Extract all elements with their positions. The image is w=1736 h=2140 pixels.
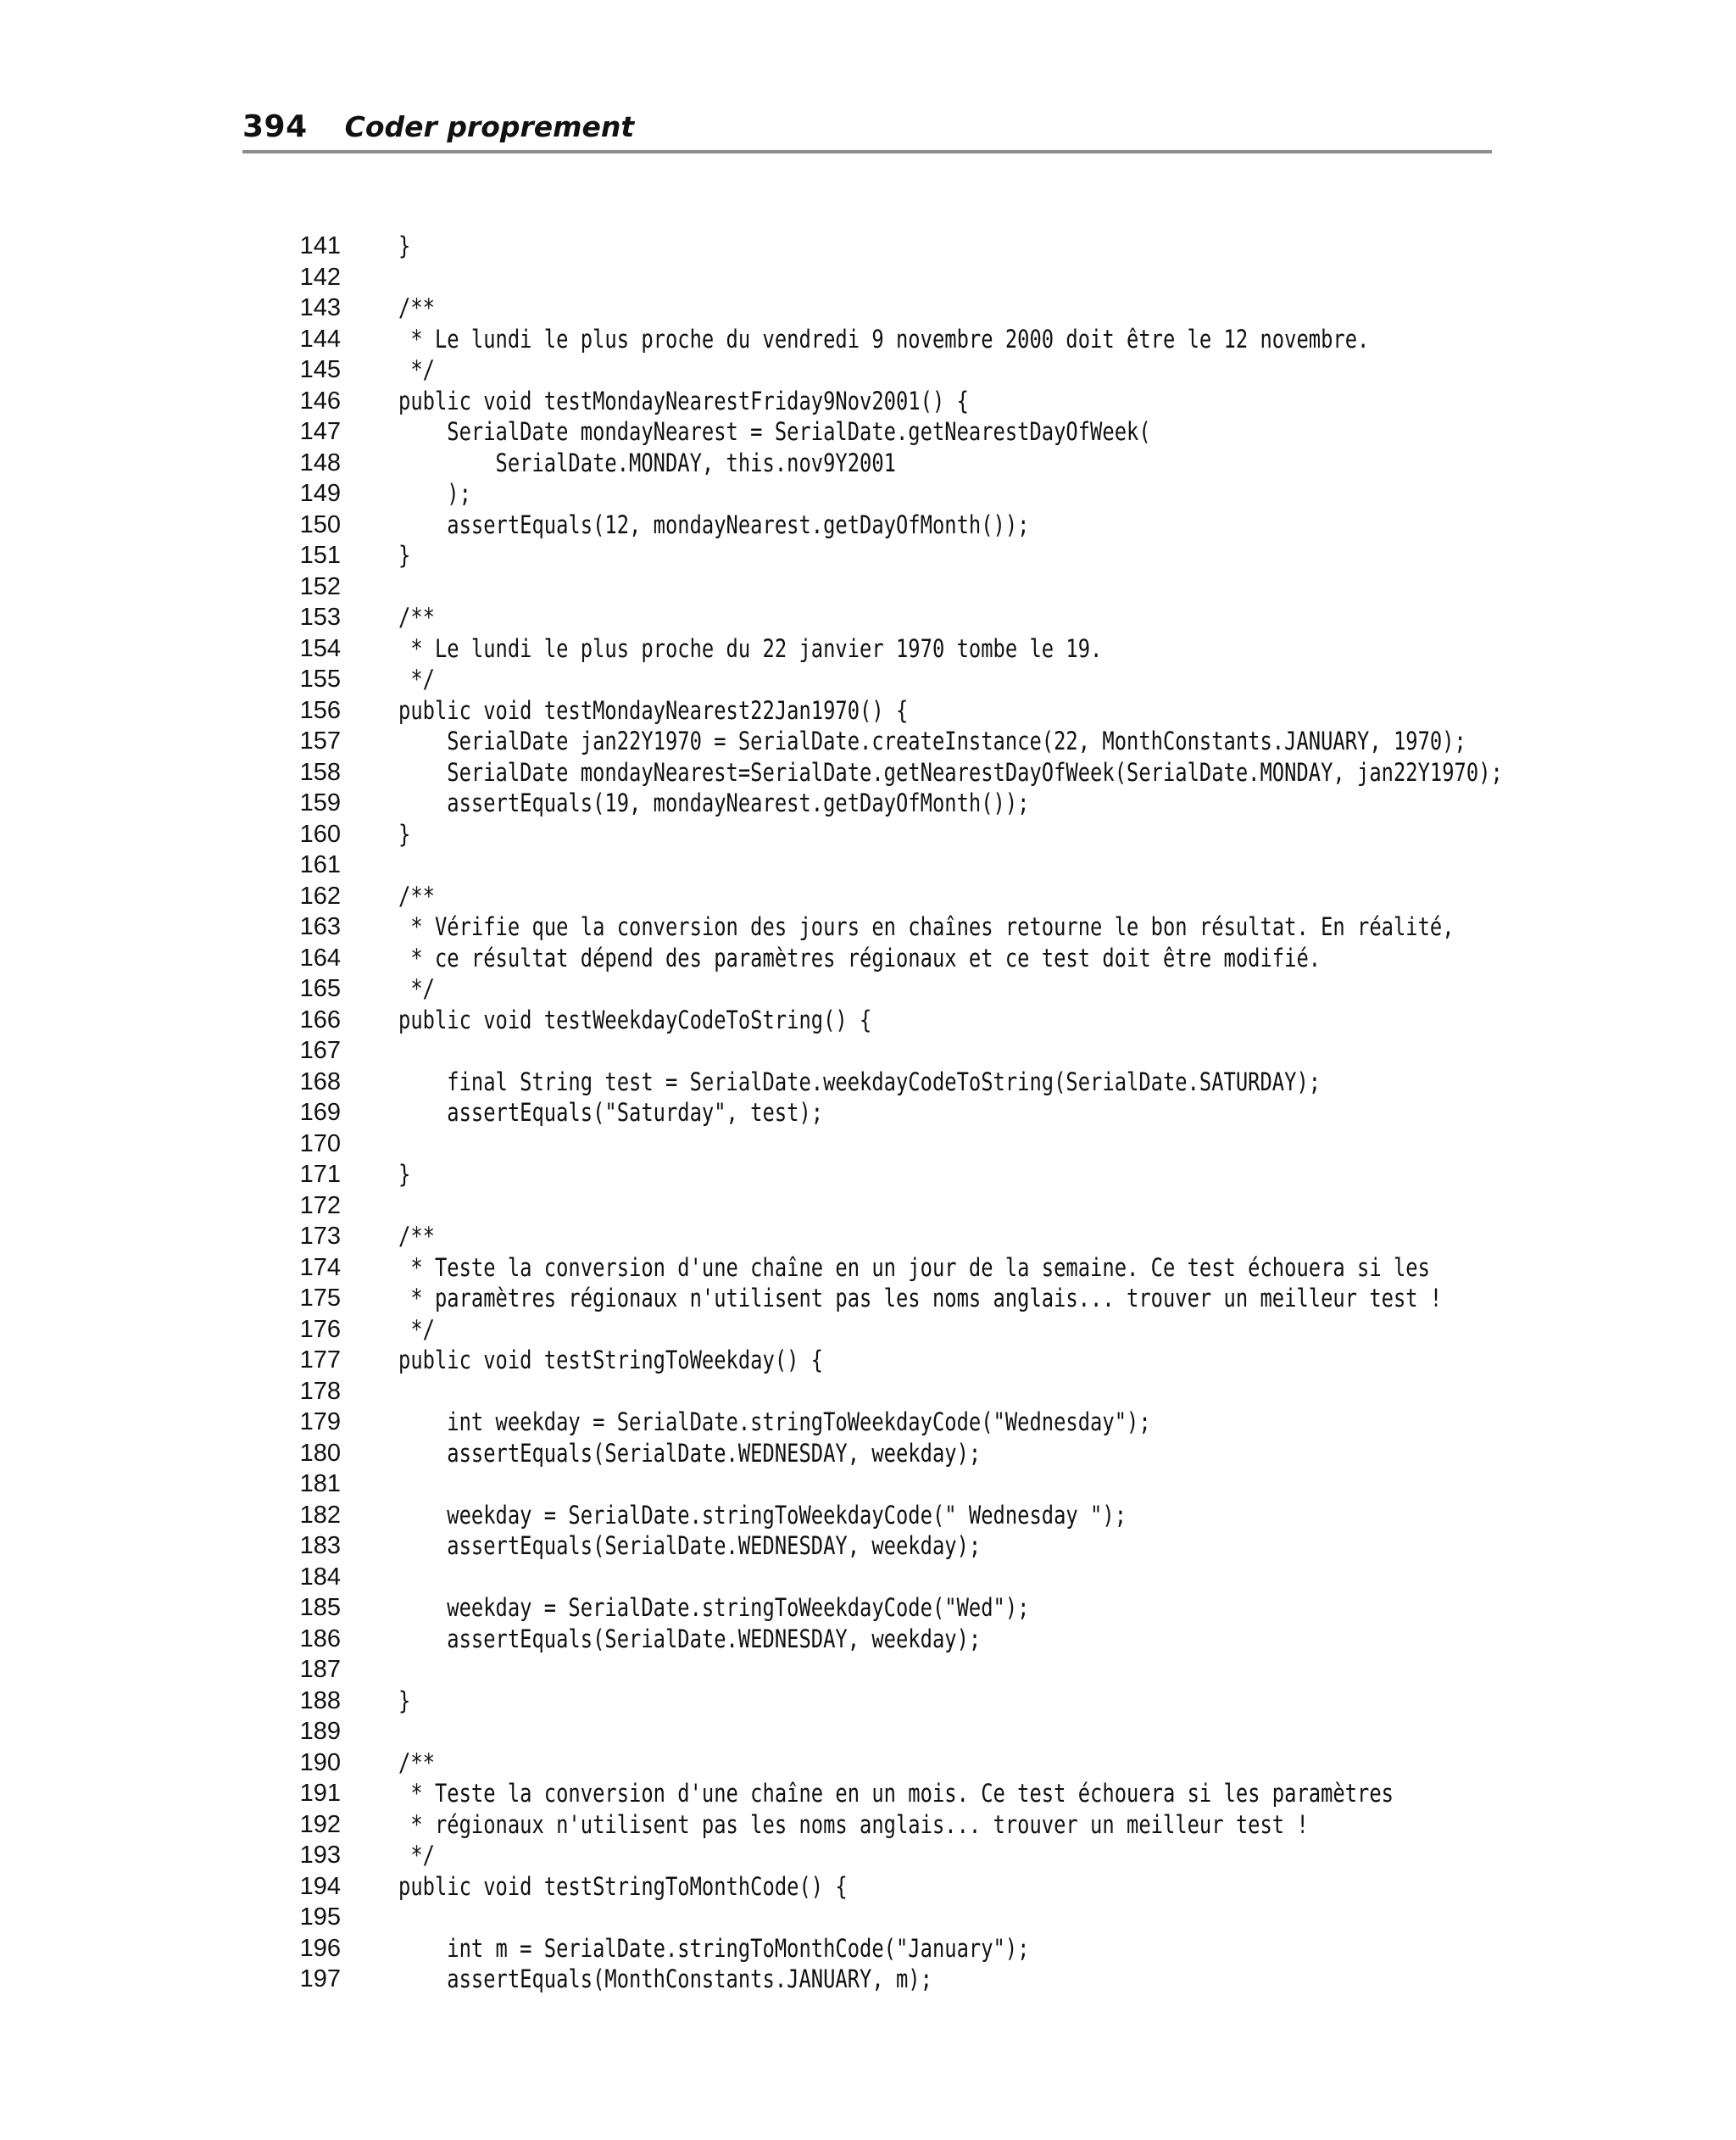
code-line [288,664,1492,695]
line-code: weekday = SerialDate.stringToWeekdayCode(" Wednesday "); [398,1500,1127,1530]
line-number: 162 [299,882,341,910]
code-line [288,1500,1492,1531]
line-code: */ [398,355,435,384]
code-line [288,1221,1492,1252]
line-number: 181 [299,1470,341,1497]
line-number: 188 [299,1686,341,1714]
line-number: 141 [299,232,341,259]
code-line [288,1067,1492,1098]
code-line [288,354,1492,386]
code-line [288,726,1492,757]
line-number: 144 [299,325,341,353]
line-code: int m = SerialDate.stringToMonthCode("January"); [398,1933,1030,1963]
code-line [288,386,1492,417]
code-line [288,1283,1492,1314]
line-code: assertEquals(SerialDate.WEDNESDAY, weekday); [398,1438,982,1468]
code-line [288,819,1492,850]
line-code: ); [398,479,471,508]
line-number: 183 [299,1532,341,1559]
line-number: 155 [299,666,341,693]
code-line [288,911,1492,943]
line-number: 194 [299,1872,341,1900]
line-number: 164 [299,944,341,972]
code-line [288,1933,1492,1964]
code-line [288,1438,1492,1469]
line-number: 180 [299,1439,341,1467]
line-number: 174 [299,1253,341,1281]
line-code: /** [398,1222,435,1251]
line-code: SerialDate mondayNearest = SerialDate.getNearestDayOfWeek( [398,417,1151,446]
code-line [288,1778,1492,1809]
code-line [288,540,1492,571]
line-code: } [398,541,411,570]
line-number: 182 [299,1501,341,1529]
code-line [288,1592,1492,1624]
code-line [288,1035,1492,1067]
code-line [288,633,1492,665]
code-listing [288,231,1503,1995]
code-line [288,1902,1492,1933]
line-number: 175 [299,1285,341,1312]
line-code: public void testStringToWeekday() { [398,1346,824,1374]
code-line [288,1345,1492,1376]
code-line [288,1654,1492,1686]
line-code: * Teste la conversion d'une chaîne en un jour de la semaine. Ce test échouera si les [398,1252,1430,1282]
line-number: 168 [299,1067,341,1095]
code-line [288,1747,1492,1779]
line-number: 156 [299,696,341,724]
line-number: 159 [299,789,341,816]
code-line [288,1530,1492,1562]
line-number: 150 [299,510,341,538]
line-number: 161 [299,851,341,878]
code-line [288,1376,1492,1407]
code-line [288,231,1492,262]
line-code: final String test = SerialDate.weekdayCodeToString(SerialDate.SATURDAY); [398,1067,1321,1096]
line-number: 185 [299,1594,341,1621]
header-divider [242,150,1492,153]
line-number: 167 [299,1037,341,1064]
code-line [288,1686,1492,1717]
line-code: assertEquals(12, mondayNearest.getDayOfMonth()); [398,510,1030,539]
line-number: 153 [299,604,341,631]
line-code: SerialDate mondayNearest=SerialDate.getNearestDayOfWeek(SerialDate.MONDAY, jan22Y1970); [398,757,1503,787]
line-number: 178 [299,1377,341,1405]
code-line [288,324,1492,355]
line-number: 197 [299,1965,341,1992]
code-line [288,850,1492,881]
code-line [288,881,1492,912]
line-code: */ [398,1841,435,1870]
code-line [288,510,1492,541]
code-line [288,1809,1492,1841]
code-line [288,1129,1492,1160]
line-number: 142 [299,263,341,291]
code-line [288,416,1492,448]
line-number: 173 [299,1223,341,1250]
line-number: 186 [299,1625,341,1652]
line-code: public void testStringToMonthCode() { [398,1871,848,1901]
code-line [288,1252,1492,1284]
code-line [288,943,1492,974]
line-code: } [398,1160,411,1189]
code-line [288,1190,1492,1222]
code-line [288,1159,1492,1190]
line-code: public void testWeekdayCodeToString() { [398,1005,872,1034]
line-number: 154 [299,634,341,662]
code-line [288,1005,1492,1036]
line-number: 171 [299,1161,341,1188]
line-code: assertEquals(MonthConstants.JANUARY, m); [398,1964,932,1993]
line-number: 195 [299,1903,341,1931]
line-number: 176 [299,1315,341,1343]
line-number: 187 [299,1656,341,1683]
code-line [288,448,1492,479]
line-number: 145 [299,356,341,383]
line-code: assertEquals(19, mondayNearest.getDayOfMonth()); [398,789,1030,817]
line-code: weekday = SerialDate.stringToWeekdayCode("Wed"); [398,1593,1030,1622]
code-line [288,973,1492,1005]
line-number: 152 [299,572,341,600]
line-code: assertEquals(SerialDate.WEDNESDAY, weekday); [398,1531,982,1560]
code-line [288,1716,1492,1747]
code-line [288,788,1492,819]
line-number: 169 [299,1099,341,1126]
book-title: Coder proprement [344,109,635,143]
line-number: 192 [299,1810,341,1838]
line-code: assertEquals(SerialDate.WEDNESDAY, weekday); [398,1624,982,1653]
code-line [288,571,1492,603]
page-header [242,100,1492,153]
code-line [288,1562,1492,1593]
code-line [288,1314,1492,1346]
line-number: 158 [299,758,341,786]
line-code: SerialDate jan22Y1970 = SerialDate.createInstance(22, MonthConstants.JANUARY, 1970); [398,727,1466,755]
line-code: int weekday = SerialDate.stringToWeekdayCode("Wednesday"); [398,1407,1151,1436]
code-line [288,262,1492,293]
code-line [288,695,1492,727]
line-number: 191 [299,1780,341,1807]
line-code: * régionaux n'utilisent pas les noms anglais... trouver un meilleur test ! [398,1809,1309,1839]
line-code: /** [398,1747,435,1777]
line-code: } [398,231,411,260]
line-number: 146 [299,387,341,415]
line-code: public void testMondayNearestFriday9Nov2001() { [398,386,969,415]
line-code: */ [398,974,435,1003]
line-number: 163 [299,913,341,940]
line-code: /** [398,881,435,911]
line-number: 179 [299,1408,341,1435]
line-code: public void testMondayNearest22Jan1970() { [398,695,909,725]
line-number: 170 [299,1129,341,1157]
line-code: /** [398,603,435,632]
page-number: 394 [242,109,308,144]
line-number: 151 [299,542,341,569]
line-number: 189 [299,1718,341,1745]
line-code: */ [398,1314,435,1344]
code-line [288,1097,1492,1129]
line-number: 190 [299,1748,341,1776]
line-number: 160 [299,820,341,848]
line-number: 157 [299,727,341,755]
line-code: * ce résultat dépend des paramètres régionaux et ce test doit être modifié. [398,943,1321,972]
line-code: * Le lundi le plus proche du vendredi 9 novembre 2000 doit être le 12 novembre. [398,324,1370,354]
code-line [288,1624,1492,1655]
code-line [288,1468,1492,1500]
line-code: assertEquals("Saturday", test); [398,1098,824,1127]
line-number: 165 [299,975,341,1002]
line-number: 196 [299,1934,341,1962]
line-code: } [398,819,411,849]
code-line [288,293,1492,324]
line-code: /** [398,293,435,322]
line-code: * paramètres régionaux n'utilisent pas les noms anglais... trouver un meilleur test ! [398,1284,1443,1312]
line-number: 149 [299,480,341,507]
line-number: 184 [299,1563,341,1591]
code-line [288,602,1492,633]
line-code: SerialDate.MONDAY, this.nov9Y2001 [398,448,896,477]
line-number: 143 [299,294,341,321]
line-code: * Vérifie que la conversion des jours en chaînes retourne le bon résultat. En réalité, [398,912,1455,941]
code-line [288,1407,1492,1438]
line-number: 172 [299,1191,341,1219]
code-line [288,1840,1492,1871]
line-number: 147 [299,418,341,445]
line-code: * Teste la conversion d'une chaîne en un mois. Ce test échouera si les paramètres [398,1779,1394,1808]
line-code: * Le lundi le plus proche du 22 janvier 1970 tombe le 19. [398,633,1103,663]
line-number: 177 [299,1346,341,1374]
code-line [288,478,1492,510]
line-number: 148 [299,449,341,476]
line-number: 166 [299,1006,341,1034]
line-code: */ [398,665,435,694]
code-line [288,1964,1492,1995]
code-line [288,757,1503,789]
line-number: 193 [299,1842,341,1869]
code-line [288,1871,1492,1903]
line-code: } [398,1686,411,1715]
